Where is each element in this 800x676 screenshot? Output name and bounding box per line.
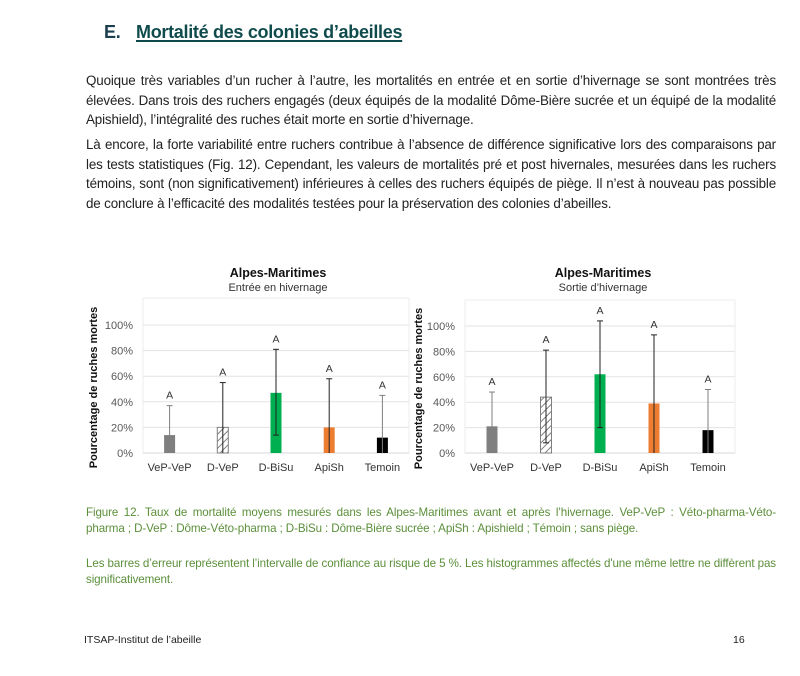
significance-letter: A bbox=[219, 366, 227, 379]
significance-letter: A bbox=[542, 334, 550, 347]
chart-subtitle: Sortie d’hivernage bbox=[558, 282, 648, 294]
chart-subtitle: Entrée en hivernage bbox=[228, 282, 328, 294]
figure-caption: Figure 12. Taux de mortalité moyens mesurés dans les Alpes-Maritimes avant et après l’hivernage. VeP-VeP : Véto-pharma-Véto-pharma ; D-VeP : Dôme-Véto-pharma ; D-BiSu : Dôme-Bière sucrée ; ApiSh : Apishield ; Témoin ; sans piège. bbox=[86, 505, 776, 535]
x-tick-label: D-BiSu bbox=[582, 462, 618, 474]
y-tick-label: 100% bbox=[426, 321, 455, 333]
page-number: 16 bbox=[733, 634, 745, 646]
figure-caption-note: Les barres d’erreur représentent l’intervalle de confiance au risque de 5 %. Les histogrammes affectés d'une même lettre ne diffèrent pas significativement. bbox=[86, 556, 776, 586]
significance-letter: A bbox=[378, 379, 386, 392]
x-tick-label: D-VeP bbox=[206, 462, 239, 474]
y-tick-label: 0% bbox=[439, 448, 455, 460]
y-tick-label: 40% bbox=[432, 397, 455, 410]
chart-title: Alpes-Maritimes bbox=[229, 266, 327, 280]
paragraph-1: Quoique très variables d’un rucher à l’autre, les mortalités en entrée et en sortie d’hivernage se sont montrées très élevées. Dans trois des ruchers engagés (deux équipés de la modalité Dôme-Bière sucrée et un équipé de la modalité Apishield), l’intégralité des ruches était morte en sortie d’hivernage. bbox=[86, 73, 776, 128]
significance-letter: A bbox=[272, 333, 280, 346]
chart-sortie-hivernage bbox=[410, 262, 740, 482]
x-tick-label: Temoin bbox=[364, 462, 401, 474]
y-tick-label: 100% bbox=[104, 320, 133, 332]
significance-letter: A bbox=[704, 373, 712, 386]
chart-svg bbox=[85, 262, 415, 482]
x-tick-label: Temoin bbox=[690, 462, 726, 474]
y-axis-label: Pourcentage de ruches mortes bbox=[88, 306, 100, 469]
significance-letter: A bbox=[166, 389, 174, 402]
section-number: E. bbox=[104, 22, 121, 42]
y-axis-label: Pourcentage de ruches mortes bbox=[413, 307, 425, 470]
y-tick-label: 80% bbox=[110, 345, 133, 358]
x-tick-label: D-BiSu bbox=[258, 462, 294, 474]
y-tick-label: 20% bbox=[432, 422, 455, 435]
x-tick-label: VeP-VeP bbox=[147, 462, 192, 474]
significance-letter: A bbox=[650, 318, 658, 331]
x-tick-label: D-VeP bbox=[530, 462, 562, 474]
y-tick-label: 60% bbox=[432, 371, 455, 384]
y-tick-label: 0% bbox=[117, 448, 133, 460]
y-tick-label: 20% bbox=[110, 422, 133, 435]
significance-letter: A bbox=[488, 376, 496, 389]
chart-entree-hivernage bbox=[85, 262, 415, 482]
significance-letter: A bbox=[325, 362, 333, 375]
paragraph-2: Là encore, la forte variabilité entre ruchers contribue à l’absence de différence significative lors des comparaisons par les tests statistiques (Fig. 12). Cependant, les valeurs de mortalités pré et post hivernales, mesurées dans les ruchers témoins, sont (non significativement) inférieures à celles des ruchers équipés de piège. Il n’est à nouveau pas possible de conclure à l’efficacité des modalités testées pour la préservation des colonies d’abeilles. bbox=[86, 137, 776, 211]
y-tick-label: 60% bbox=[110, 371, 133, 384]
y-tick-label: 40% bbox=[110, 396, 133, 409]
y-tick-label: 80% bbox=[432, 346, 455, 359]
chart-title: Alpes-Maritimes bbox=[554, 266, 652, 280]
chart-svg bbox=[410, 262, 740, 482]
footer-organization: ITSAP-Institut de l’abeille bbox=[84, 634, 202, 646]
section-title: Mortalité des colonies d’abeilles bbox=[136, 22, 403, 42]
x-tick-label: ApiSh bbox=[639, 462, 669, 474]
significance-letter: A bbox=[596, 304, 604, 317]
x-tick-label: VeP-VeP bbox=[469, 462, 515, 474]
x-tick-label: ApiSh bbox=[314, 462, 344, 474]
section-heading bbox=[104, 22, 402, 43]
